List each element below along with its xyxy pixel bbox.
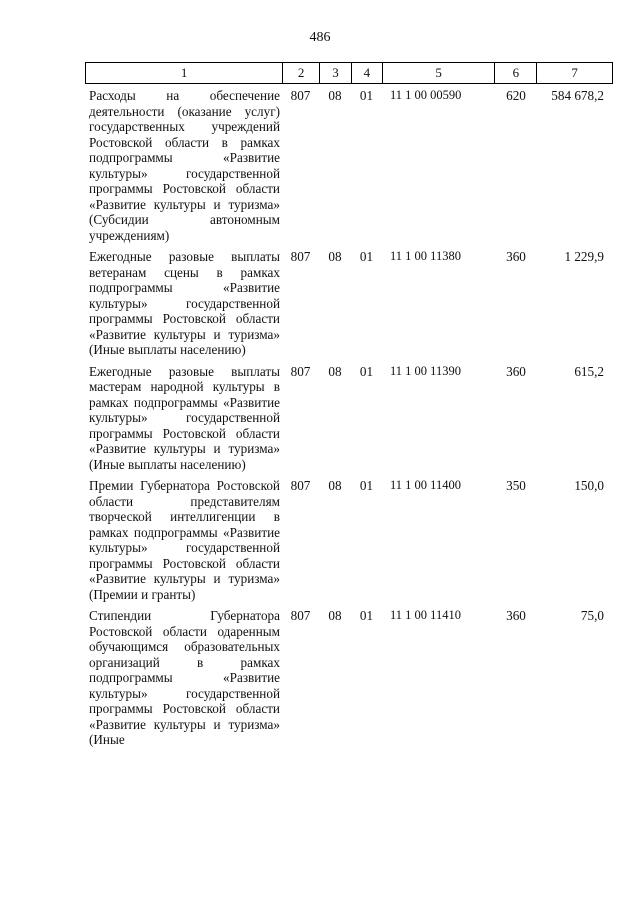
- row-subsection-code: 01: [359, 363, 374, 379]
- row-section-code: 08: [328, 249, 342, 264]
- row-expense-type: 360: [506, 608, 526, 623]
- row-description: Стипендии Губернатора Ростовской области одаренным обучающимся образовательных организаций в рамках подпрограммы «Развитие культуры» государственной программы Ростовской области «Развитие культуры и туризма» (Иные: [89, 608, 280, 747]
- row-target-code: 11 1 00 11410: [390, 608, 461, 622]
- row-target-code: 11 1 00 11390: [390, 363, 461, 378]
- row-expense-type: 620: [506, 88, 526, 103]
- table-row: [85, 478, 613, 602]
- row-ministry-code: 807: [290, 88, 311, 103]
- row-section-code: 08: [328, 608, 342, 623]
- row-description: Ежегодные разовые выплаты ветеранам сцены в рамках подпрограммы «Развитие культуры» государственной программы Ростовской области «Развитие культуры и туризма» (Иные выплаты населению): [89, 249, 280, 357]
- row-ministry-code: 807: [290, 363, 311, 379]
- row-section-code: 08: [328, 478, 342, 493]
- row-amount: 615,2: [574, 363, 604, 379]
- header-col-4: 4: [351, 63, 382, 83]
- row-expense-type: 350: [506, 478, 526, 493]
- row-ministry-code: 807: [290, 478, 311, 493]
- row-subsection-code: 01: [359, 249, 374, 264]
- row-amount: 1 229,9: [564, 249, 604, 264]
- header-col-2: 2: [282, 63, 319, 83]
- row-target-code: 11 1 00 11400: [390, 478, 461, 492]
- row-amount: 150,0: [574, 478, 604, 493]
- row-expense-type: 360: [506, 363, 526, 379]
- table-row: [85, 364, 613, 473]
- row-section-code: 08: [328, 363, 342, 379]
- row-amount: 75,0: [580, 608, 604, 623]
- row-description: Расходы на обеспечение деятельности (оказание услуг) государственных учреждений Ростовской области в рамках подпрограммы «Развитие культуры» государственной программы Ростовской области «Развитие культуры и туризма» (Субсидии автономным учреждениям): [89, 88, 280, 243]
- row-target-code: 11 1 00 00590: [390, 88, 462, 102]
- row-description: Ежегодные разовые выплаты мастерам народной культуры в рамках подпрограммы «Развитие культуры» государственной программы Ростовской области «Развитие культуры и туризма» (Иные выплаты населению): [89, 363, 280, 472]
- table-row: [85, 249, 613, 358]
- row-subsection-code: 01: [359, 478, 374, 493]
- row-subsection-code: 01: [359, 608, 374, 623]
- row-expense-type: 360: [506, 249, 526, 264]
- header-col-5: 5: [382, 63, 495, 83]
- page-number: 486: [309, 30, 331, 45]
- row-target-code: 11 1 00 11380: [390, 249, 461, 263]
- row-section-code: 08: [328, 88, 342, 103]
- header-col-7: 7: [536, 63, 612, 83]
- row-ministry-code: 807: [290, 608, 311, 623]
- header-col-3: 3: [319, 63, 351, 83]
- row-subsection-code: 01: [359, 88, 374, 103]
- header-col-1: 1: [180, 65, 188, 80]
- table-row: [85, 608, 613, 748]
- table-row: [85, 88, 613, 243]
- row-amount: 584 678,2: [551, 88, 604, 103]
- table-body: [85, 88, 613, 754]
- header-col-6: 6: [494, 63, 536, 83]
- row-ministry-code: 807: [290, 249, 311, 264]
- row-description: Премии Губернатора Ростовской области представителям творческой интеллигенции в рамках подпрограммы «Развитие культуры» государственной программы Ростовской области «Развитие культуры и туризма» (Премии и гранты): [89, 478, 280, 602]
- table-header: [85, 62, 613, 84]
